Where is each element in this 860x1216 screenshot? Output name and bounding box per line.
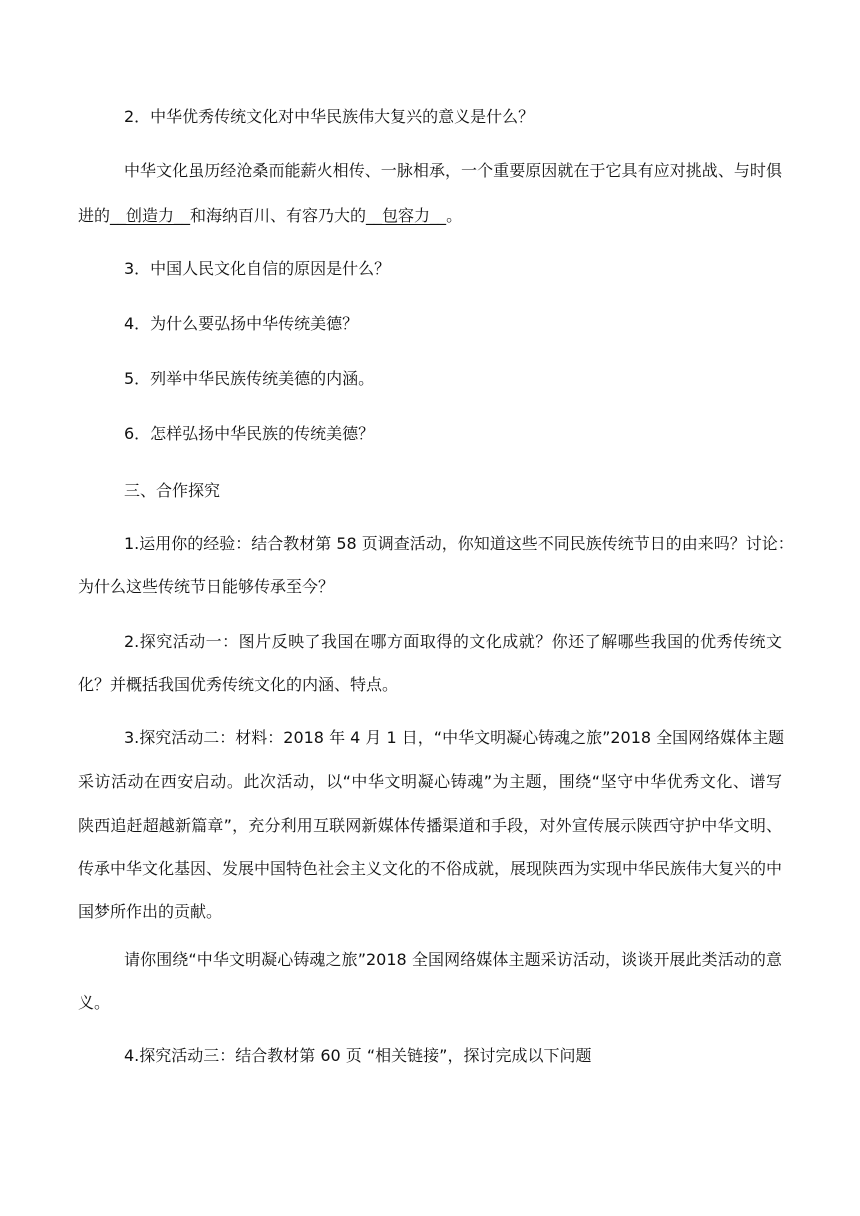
question-3: 3．中国人民文化自信的原因是什么？ [124, 259, 391, 278]
activity-2-line-2: 化？并概括我国优秀传统文化的内涵、特点。 [78, 675, 399, 694]
activity-3-line-2: 采访活动在西安启动。此次活动，以“中华文明凝心铸魂”为主题，围绕“坚守中华优秀文化、谱写 [78, 772, 782, 791]
question-6: 6．怎样弘扬中华民族的传统美德？ [124, 424, 375, 443]
activity-3-line-5: 国梦所作出的贡献。 [78, 902, 223, 921]
activity-4-line-1: 4.探究活动三：结合教材第 60 页 “相关链接”，探讨完成以下问题 [124, 1046, 592, 1065]
activity-1-line-1: 1.运用你的经验：结合教材第 58 页调查活动，你知道这些不同民族传统节日的由来吗？讨论： [124, 534, 794, 553]
activity-3-task-line-2: 义。 [78, 993, 111, 1012]
section-heading-cooperative-inquiry: 三、合作探究 [124, 481, 221, 500]
answer-text-part-3: 。 [446, 206, 463, 225]
answer-paragraph-line-1: 中华文化虽历经沧桑而能薪火相传、一脉相承，一个重要原因就在于它具有应对挑战、与时俱 [124, 161, 782, 180]
question-4: 4．为什么要弘扬中华传统美德？ [124, 314, 359, 333]
activity-2-line-1: 2.探究活动一：图片反映了我国在哪方面取得的文化成就？你还了解哪些我国的优秀传统文 [124, 632, 782, 651]
fill-blank-inclusiveness: __包容力__ [366, 206, 447, 225]
question-5: 5．列举中华民族传统美德的内涵。 [124, 369, 375, 388]
activity-3-line-4: 传承中华文化基因、发展中国特色社会主义文化的不俗成就，展现陕西为实现中华民族伟大复兴的中 [78, 859, 783, 878]
activity-3-line-3: 陕西追赶超越新篇章”，充分利用互联网新媒体传播渠道和手段，对外宣传展示陕西守护中华文明、 [78, 816, 782, 835]
answer-text-part-2: 和海纳百川、有容乃大的 [190, 206, 367, 225]
answer-text-part-1: 进的 [78, 206, 111, 225]
answer-paragraph-line-2 [78, 205, 462, 227]
fill-blank-creativity: __创造力__ [110, 206, 191, 225]
activity-3-task-line-1: 请你围绕“中华文明凝心铸魂之旅”2018 全国网络媒体主题采访活动，谈谈开展此类活动的意 [124, 950, 782, 969]
activity-3-line-1: 3.探究活动二：材料：2018 年 4 月 1 日，“中华文明凝心铸魂之旅”2018 全国网络媒体主题 [124, 728, 785, 747]
activity-1-line-2: 为什么这些传统节日能够传承至今？ [78, 577, 335, 596]
question-2: 2．中华优秀传统文化对中华民族伟大复兴的意义是什么？ [124, 107, 535, 126]
